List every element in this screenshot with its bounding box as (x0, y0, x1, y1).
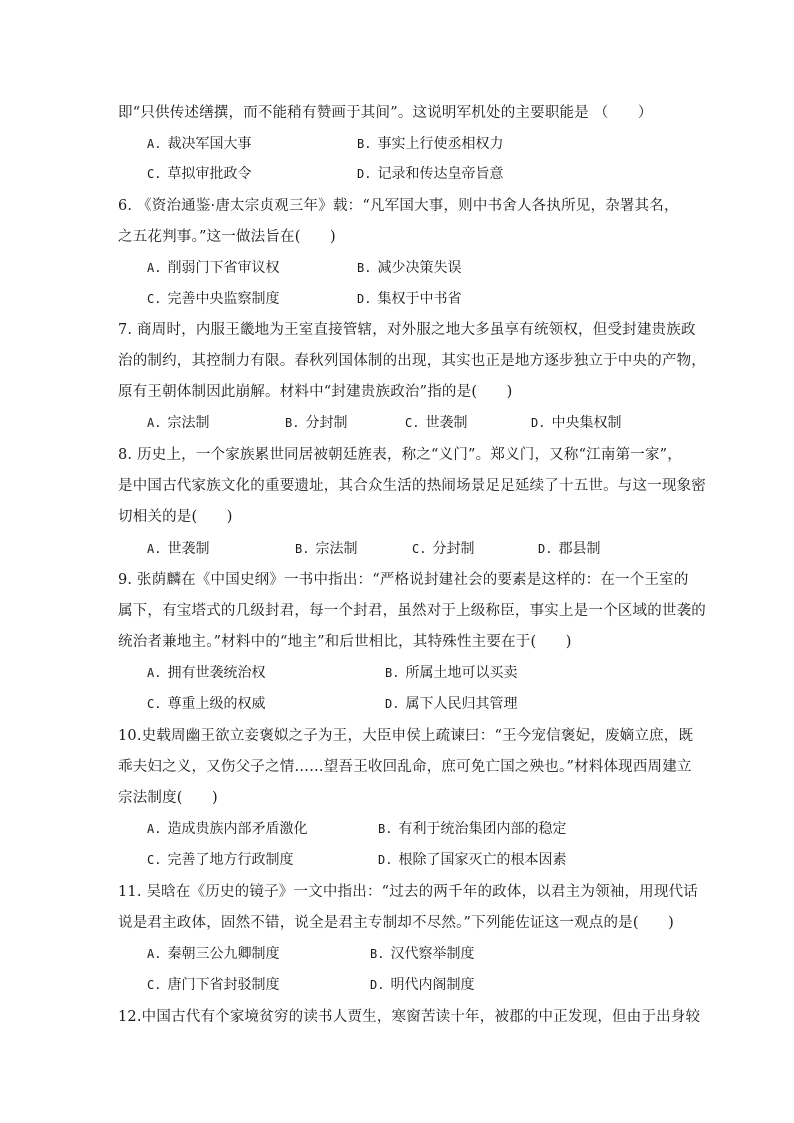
q5-stem-line: 即“只供传述缮撰，而不能稍有赞画于其间”。这说明军机处的主要职能是 （ ） (118, 105, 653, 121)
q5-option-d[interactable]: D. 记录和传达皇帝旨意 (357, 166, 504, 182)
q8-option-a[interactable]: A. 世袭制 (147, 541, 210, 557)
q9-stem-line-1: 9. 张荫麟在《中国史纲》一书中指出：“严格说封建社会的要素是这样的：在一个王室的 (118, 572, 689, 588)
q9-option-b[interactable]: B. 所属土地可以买卖 (385, 665, 518, 681)
q10-option-d[interactable]: D. 根除了国家灭亡的根本因素 (378, 852, 567, 868)
q8-stem-line-2: 是中国古代家族文化的重要遗址，其合众生活的热闹场景足足延续了十五世。与这一现象密 (118, 478, 706, 494)
q12-stem-line-1: 12.中国古代有个家境贫穷的读书人贾生，寒窗苦读十年，被郡的中正发现，但由于出身较 (118, 1009, 701, 1025)
q7-option-b[interactable]: B. 分封制 (285, 415, 348, 431)
q7-option-a[interactable]: A. 宗法制 (147, 415, 210, 431)
q7-stem-line-1: 7. 商周时，内服王畿地为王室直接管辖，对外服之地大多虽享有统领权，但受封建贵族政 (118, 322, 696, 338)
q6-option-d[interactable]: D. 集权于中书省 (357, 291, 462, 307)
q11-option-b[interactable]: B. 汉代察举制度 (370, 946, 475, 962)
q6-stem-line-2: 之五花判事。”这一做法旨在( ) (118, 229, 336, 245)
q7-option-d[interactable]: D. 中央集权制 (531, 415, 622, 431)
q8-option-d[interactable]: D. 郡县制 (538, 541, 601, 557)
q10-stem-line-3: 宗法制度( ) (118, 790, 218, 806)
q11-option-d[interactable]: D. 明代内阁制度 (370, 977, 475, 993)
q11-stem-line-2: 说是君主政体，固然不错，说全是君主专制却不尽然。”下列能佐证这一观点的是( ) (118, 915, 674, 931)
q8-option-c[interactable]: C. 分封制 (412, 541, 475, 557)
q7-stem-line-3: 原有王朝体制因此崩解。材料中“封建贵族政治”指的是( ) (118, 384, 513, 400)
q10-stem-line-1: 10.史载周幽王欲立妾褒姒之子为王，大臣申侯上疏谏曰：“王今宠信褒妃，废嫡立庶，既 (118, 728, 694, 744)
q8-stem-line-3: 切相关的是( ) (118, 509, 233, 525)
q9-stem-line-2: 属下，有宝塔式的几级封君，每一个封君，虽然对于上级称臣，事实上是一个区域的世袭的 (118, 603, 706, 619)
q6-stem-line-1: 6. 《资治通鉴·唐太宗贞观三年》载：“凡军国大事，则中书舍人各执所见，杂署其名， (118, 198, 679, 214)
q11-stem-line-1: 11. 吴晗在《历史的镜子》一文中指出：“过去的两千年的政体，以君主为领袖，用现代话 (118, 884, 698, 900)
q8-stem-line-1: 8. 历史上，一个家族累世同居被朝廷旌表，称之“义门”。郑义门，又称“江南第一家”， (118, 447, 682, 463)
q6-option-a[interactable]: A. 削弱门下省审议权 (147, 260, 280, 276)
q11-option-c[interactable]: C. 唐门下省封驳制度 (147, 977, 280, 993)
q10-option-b[interactable]: B. 有利于统治集团内部的稳定 (378, 821, 567, 837)
q6-option-c[interactable]: C. 完善中央监察制度 (147, 291, 280, 307)
q7-stem-line-2: 治的制约，其控制力有限。春秋列国体制的出现，其实也正是地方逐步独立于中央的产物， (118, 353, 706, 369)
q5-option-b[interactable]: B. 事实上行使丞相权力 (357, 136, 504, 152)
q9-option-d[interactable]: D. 属下人民归其管理 (385, 696, 518, 712)
q5-option-a[interactable]: A. 裁决军国大事 (147, 136, 252, 152)
q10-option-c[interactable]: C. 完善了地方行政制度 (147, 852, 294, 868)
q10-option-a[interactable]: A. 造成贵族内部矛盾激化 (147, 821, 308, 837)
q8-option-b[interactable]: B. 宗法制 (295, 541, 358, 557)
q9-option-c[interactable]: C. 尊重上级的权威 (147, 696, 266, 712)
q6-option-b[interactable]: B. 减少决策失误 (357, 260, 462, 276)
q5-option-c[interactable]: C. 草拟审批政令 (147, 166, 252, 182)
q9-stem-line-3: 统治者兼地主。”材料中的“地主”和后世相比，其特殊性主要在于( ) (118, 634, 572, 650)
q11-option-a[interactable]: A. 秦朝三公九卿制度 (147, 946, 280, 962)
q7-option-c[interactable]: C. 世袭制 (405, 415, 468, 431)
q9-option-a[interactable]: A. 拥有世袭统治权 (147, 665, 266, 681)
q10-stem-line-2: 乖夫妇之义，又伤父子之情……望吾王收回乱命，庶可免亡国之殃也。”材料体现西周建立 (118, 759, 692, 775)
